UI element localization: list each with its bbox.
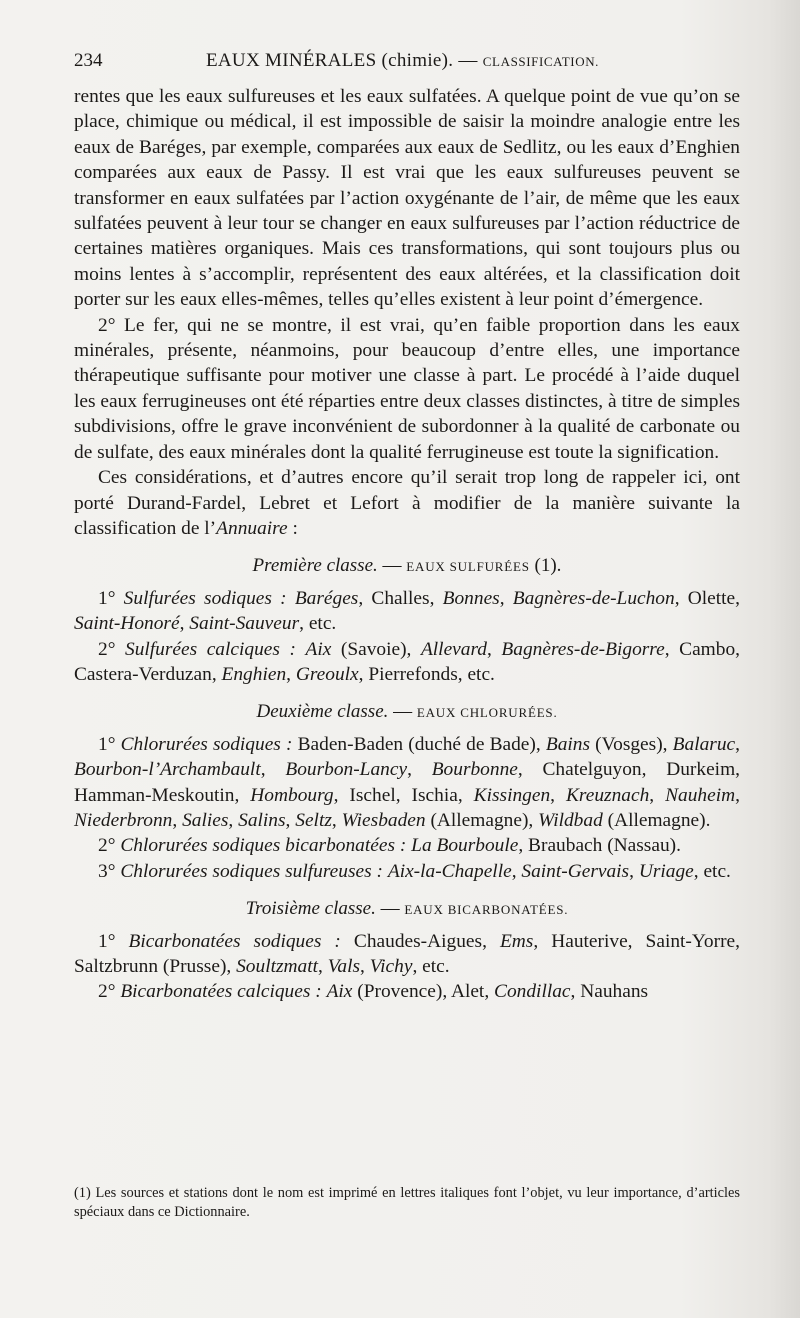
class2-item-3: 3° Chlorurées sodiques sulfureuses : Aix-la-Chapelle, Saint-Gervais, Uriage, etc. <box>98 860 731 882</box>
class2-item-1: 1° Chlorurées sodiques : Baden-Baden (duché de Bade), Bains (Vosges), Balaruc, Bourbon-l’Archambault, Bourbon-Lancy, Bourbonne, Chatelguyon, Durkeim, Hamman-Meskoutin, Hombourg, Ischel, Ischia, Kissingen, Kreuznach, Nauheim, Niederbronn, Salies, Salins, Seltz, Wiesbaden (Allemagne), Wildbad (Allemagne). <box>74 733 741 831</box>
class-heading-3: Troisième classe. — EAUX BICARBONATÉES. <box>245 898 569 920</box>
class3-item-1: 1° Bicarbonatées sodiques : Chaudes-Aigues, Ems, Hauterive, Saint-Yorre, Saltzbrunn (Prusse), Soultzmatt, Vals, Vichy, etc. <box>74 930 740 977</box>
running-head <box>206 48 599 75</box>
class1-item-2: 2° Sulfurées calciques : Aix (Savoie), Allevard, Bagnères-de-Bigorre, Cambo, Castera-Verduzan, Enghien, Greoulx, Pierrefonds, etc. <box>74 638 740 685</box>
paragraph-iron: 2° Le fer, qui ne se montre, il est vrai, qu’en faible proportion dans les eaux minérales, présente, néanmoins, pour beaucoup d’entre elles, une importance thérapeutique suffisante pour motiver une classe à part. Le procédé à l’aide duquel les eaux ferrugineuses ont été réparties entre deux classes distinctes, à titre de simples subdivisions, offre le grave inconvénient de subordonner à la qualité de carbonate ou de sulfate, des eaux minérales dont la qualité ferrugineuse est toute la signification. <box>74 314 740 463</box>
running-head-dash: — <box>458 50 478 71</box>
running-head-paren: (chimie). <box>381 50 454 71</box>
class1-item-1: 1° Sulfurées sodiques : Baréges, Challes, Bonnes, Bagnères-de-Luchon, Olette, Saint-Honoré, Saint-Sauveur, etc. <box>74 587 740 635</box>
footnote: (1) Les sources et stations dont le nom est imprimé en lettres italiques font l’objet, vu leur importance, d’articles spéciaux dans ce Dictionnaire. <box>74 1185 740 1220</box>
class3-item-2: 2° Bicarbonatées calciques : Aix (Provence), Alet, Condillac, Nauhans <box>98 981 649 1003</box>
paragraph-intro: Ces considérations, et d’autres encore qu’il serait trop long de rappeler ici, ont porté Durand-Fardel, Lebret et Lefort à modifier de la manière suivante la classification de l’Annuaire : <box>74 467 740 539</box>
class2-item-2: 2° Chlorurées sodiques bicarbonatées : La Bourboule, Braubach (Nassau). <box>98 835 681 857</box>
class-heading-1: Première classe. — EAUX SULFURÉES (1). <box>252 555 562 577</box>
running-head-section: CLASSIFICATION. <box>482 54 600 69</box>
paragraph-continuation: rentes que les eaux sulfureuses et les eaux sulfatées. A quelque point de vue qu’on se place, chimique ou médical, il est impossible de saisir la moindre analogie entre les eaux de Baréges, par exemple, comparées aux eaux de Sedlitz, ou les eaux d’Enghien comparées aux eaux de Passy. Il est vrai que les eaux sulfureuses peuvent se transformer en eaux sulfatées par l’action oxygénante de l’air, de même que les eaux sulfatées peuvent à leur tour se changer en eaux sulfureuses par l’action réductrice de certaines matières organiques. Mais ces transformations, qui sont toujours plus ou moins lentes à s’accomplir, représentent des eaux altérées, et la classification doit porter sur les eaux elles-mêmes, telles qu’elles existent à leur point d’émergence. <box>74 86 740 311</box>
annuaire-title: Annuaire <box>216 517 288 539</box>
running-head-main: EAUX MINÉRALES <box>206 50 377 71</box>
page-header <box>74 48 740 74</box>
page-number: 234 <box>74 50 103 71</box>
page-body <box>74 84 740 1005</box>
footnote-ref: (1). <box>529 555 562 577</box>
class-heading-2: Deuxième classe. — EAUX CHLORURÉES. <box>256 701 558 723</box>
